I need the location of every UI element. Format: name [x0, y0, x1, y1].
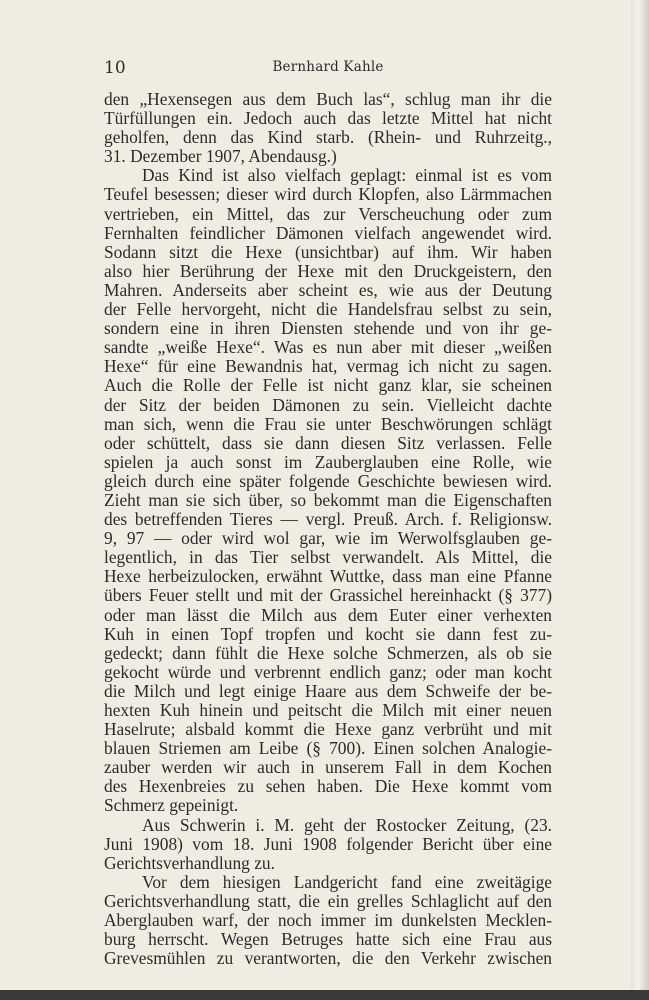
text-line: Hexe“ für eine Bewandnis hat, vermag ich nicht zu sagen.	[104, 356, 552, 377]
text-line: Aus Schwerin i. M. geht der Rostocker Zeitung, (23.	[142, 814, 552, 835]
text-line: Gerichtsverhandlung zu.	[104, 852, 275, 873]
text-line: Zieht man sie sich über, so bekommt man die Eigenschaften	[104, 489, 552, 510]
page-edge	[631, 0, 649, 1000]
text-line: Fernhalten feindlicher Dämonen vielfach angewendet wird.	[104, 222, 552, 243]
text-line: Haselrute; alsbald kommt die Hexe ganz verbrüht und mit	[104, 719, 552, 740]
text-line: übers Feuer stellt und mit der Grassichel hereinhackt (§ 377)	[104, 585, 552, 606]
text-line: die Milch und legt einige Haare aus dem Schweife der be-	[104, 680, 552, 701]
text-line: Schmerz gepeinigt.	[104, 795, 239, 816]
running-head: Bernhard Kahle	[272, 59, 384, 75]
text-line: Sodann sitzt die Hexe (unsichtbar) auf ihm. Wir haben	[104, 241, 552, 262]
text-line: Juni 1908) vom 18. Juni 1908 folgender Bericht über eine	[104, 833, 552, 854]
text-line: Das Kind ist also vielfach geplagt: einmal ist es vom	[142, 165, 552, 186]
text-line: des betreffenden Tieres — vergl. Preuß. Arch. f. Religionsw.	[104, 509, 552, 530]
text-line: oder schüttelt, dass sie dann diesen Sitz verlassen. Felle	[104, 432, 552, 453]
text-line: spielen ja auch sonst im Zauberglauben eine Rolle, wie	[104, 451, 552, 472]
text-line: den „Hexensegen aus dem Buch las“, schlug man ihr die	[104, 89, 552, 109]
text-line: zauber werden wir auch in unserem Fall in dem Kochen	[104, 757, 552, 778]
text-line: 31. Dezember 1907, Abendausg.)	[104, 146, 337, 167]
text-line: Teufel besessen; dieser wird durch Klopfen, also Lärmmachen	[104, 184, 552, 205]
text-line: sandte „weiße Hexe“. Was es nun aber mit dieser „weißen	[104, 337, 552, 358]
text-line: gekocht würde und verbrennt endlich ganz; oder man kocht	[104, 661, 552, 682]
text-line: Hexe herbeizulocken, erwähnt Wuttke, dass man eine Pfanne	[104, 566, 552, 587]
text-line: oder man lässt die Milch aus dem Euter einer verhexten	[104, 604, 552, 625]
text-line: Gerichtsverhandlung statt, die ein grelles Schlaglicht auf den	[104, 890, 552, 911]
text-line: Grevesmühlen zu verantworten, die den Verkehr zwischen	[104, 948, 552, 969]
text-line: sondern eine in ihren Diensten stehende und von ihr ge-	[104, 318, 552, 339]
text-line: Türfüllungen ein. Jedoch auch das letzte Mittel hat nicht	[104, 108, 552, 129]
text-line: Mahren. Anderseits aber scheint es, wie aus der Deutung	[104, 279, 552, 300]
text-line: 9, 97 — oder wird wol gar, wie im Werwolfsglauben ge-	[104, 528, 552, 549]
text-line: Auch die Rolle der Felle ist nicht ganz klar, sie scheinen	[104, 375, 552, 396]
text-line: blauen Striemen am Leibe (§ 700). Einen solchen Analogie-	[104, 738, 552, 759]
text-line: der Sitz der beiden Dämonen zu sein. Vielleicht dachte	[104, 394, 552, 415]
text-line: gedeckt; dann fühlt die Hexe solche Schmerzen, als ob sie	[104, 642, 552, 663]
text-line: des Hexenbreies zu sehen haben. Die Hexe kommt vom	[104, 776, 552, 797]
text-line: burg herrscht. Wegen Betruges hatte sich eine Frau aus	[104, 929, 552, 950]
page-number: 10	[104, 58, 126, 78]
scan-border	[0, 990, 649, 1000]
text-line: Vor dem hiesigen Landgericht fand eine zweitägige	[142, 871, 552, 892]
body-text	[104, 90, 552, 968]
text-line: geholfen, denn das Kind starb. (Rhein- und Ruhrzeitg.,	[104, 127, 552, 148]
text-line: also hier Berührung der Hexe mit den Druckgeistern, den	[104, 260, 552, 281]
text-line: der Felle hervorgeht, nicht die Handelsfrau selbst zu sein,	[104, 299, 552, 320]
text-line: vertrieben, ein Mittel, das zur Verscheuchung oder zum	[104, 203, 552, 224]
text-line: Kuh in einen Topf tropfen und kocht sie dann fest zu-	[104, 623, 552, 644]
page-header	[104, 58, 552, 80]
text-line: Aberglauben warf, der noch immer im dunkelsten Mecklen-	[104, 910, 552, 931]
text-line: gleich durch eine später folgende Geschichte bewiesen wird.	[104, 470, 552, 491]
text-line: legentlich, in das Tier selbst verwandelt. Als Mittel, die	[104, 547, 552, 568]
text-line: man sich, wenn die Frau sie unter Beschwörungen schlägt	[104, 413, 552, 434]
text-line: hexten Kuh hinein und peitscht die Milch mit einer neuen	[104, 700, 552, 720]
